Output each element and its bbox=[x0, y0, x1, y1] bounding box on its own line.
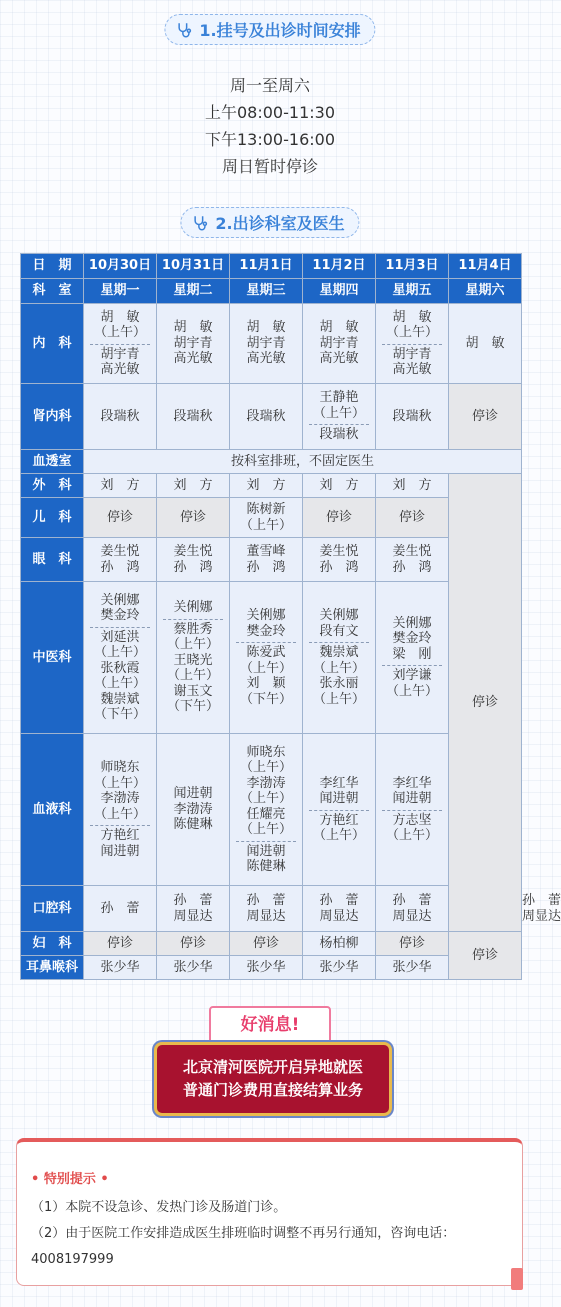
doctor-name: 魏崇斌 bbox=[100, 691, 140, 707]
date-cell: 11月2日 bbox=[303, 254, 376, 279]
dept-kouqiangke: 口腔科 bbox=[21, 886, 84, 932]
schedule-cell bbox=[376, 582, 449, 734]
schedule-cell bbox=[449, 304, 522, 384]
schedule-cell bbox=[449, 384, 522, 450]
schedule-cell: 停诊 bbox=[230, 932, 303, 956]
date-cell: 11月1日 bbox=[230, 254, 303, 279]
doctor-name: （上午） bbox=[239, 660, 292, 676]
doctor-name: 任耀亮 bbox=[246, 806, 286, 822]
row-erbihouke bbox=[21, 956, 522, 980]
doctor-name: 胡 敏 bbox=[246, 320, 286, 336]
schedule-cell bbox=[84, 498, 157, 538]
doctor-name: （上午） bbox=[166, 637, 219, 653]
schedule-cell bbox=[230, 582, 303, 734]
schedule-cell bbox=[157, 734, 230, 886]
schedule-cell bbox=[84, 304, 157, 384]
doctor-name: 关俐娜 bbox=[100, 592, 140, 608]
doctor-name: 孙 蕾 bbox=[392, 893, 432, 908]
cell-bottom-group bbox=[309, 642, 369, 707]
doctor-name: 刘 颖 bbox=[246, 676, 286, 691]
cell-top-group bbox=[230, 745, 302, 838]
doctor-name: 樊金玲 bbox=[246, 623, 286, 639]
doctor-name: （上午） bbox=[239, 791, 292, 806]
doctor-name: 段瑞秋 bbox=[392, 408, 432, 424]
doctor-name: （下午） bbox=[239, 691, 292, 707]
section-title-text: 1.挂号及出诊时间安排 bbox=[199, 21, 361, 40]
row-zhongyike bbox=[21, 582, 522, 734]
schedule-cell: 停诊 bbox=[157, 932, 230, 956]
doctor-name: 闻进朝 bbox=[100, 843, 140, 859]
row-yanke bbox=[21, 538, 522, 582]
notice-item: （1）本院不设急诊、发热门诊及肠道门诊。 bbox=[31, 1200, 287, 1215]
cell-top-group bbox=[303, 608, 375, 639]
weekday-cell: 星期五 bbox=[376, 279, 449, 304]
doctor-name: 孙 蕾 bbox=[173, 893, 213, 908]
doctor-name: 胡 敏 bbox=[173, 320, 213, 336]
doctor-name: 孙 蕾 bbox=[100, 900, 140, 916]
cell-bottom-group bbox=[382, 665, 442, 699]
doctor-name: 孙 鸿 bbox=[173, 559, 213, 575]
schedule-cell: 刘 方 bbox=[230, 474, 303, 498]
date-cell: 10月31日 bbox=[157, 254, 230, 279]
cell-top-group bbox=[84, 760, 156, 822]
hours-line: 上午08:00-11:30 bbox=[205, 103, 335, 122]
row-xueyeke bbox=[21, 734, 522, 886]
schedule-cell bbox=[157, 498, 230, 538]
schedule-cell-merged: 按科室排班，不固定医生 bbox=[84, 450, 522, 474]
doctor-name: 方艳红 bbox=[100, 828, 140, 843]
doctor-name: 师晓东 bbox=[100, 760, 140, 775]
weekday-cell: 星期二 bbox=[157, 279, 230, 304]
row-neike bbox=[21, 304, 522, 384]
schedule-cell: 杨柏柳 bbox=[303, 932, 376, 956]
doctor-name: 姜生悦 bbox=[173, 544, 213, 559]
schedule-cell: 刘 方 bbox=[303, 474, 376, 498]
doctor-name: 李红华 bbox=[392, 775, 432, 791]
dept-yanke: 眼 科 bbox=[21, 538, 84, 582]
doctor-name: 陈健琳 bbox=[246, 859, 286, 874]
schedule-cell bbox=[303, 304, 376, 384]
dept-erbihouke: 耳鼻喉科 bbox=[21, 956, 84, 980]
doctor-name: 孙 鸿 bbox=[246, 559, 286, 575]
cell-bottom-group bbox=[309, 810, 369, 844]
doctor-name: （上午） bbox=[385, 683, 438, 699]
cell-bottom-group bbox=[382, 810, 442, 844]
doctor-name: 樊金玲 bbox=[100, 608, 140, 623]
doctor-name: 董雪峰 bbox=[246, 544, 286, 559]
doctor-name: （上午） bbox=[312, 828, 365, 843]
doctor-name: 停诊 bbox=[471, 408, 498, 424]
section-title-departments bbox=[180, 207, 359, 238]
cell-top-group bbox=[230, 608, 302, 639]
row-kouqiangke: 口腔科 孙 蕾 孙 蕾 周显达 孙 蕾 周显达 孙 蕾 周显达 孙 蕾 周显达 孙 蕾 周显达 bbox=[21, 886, 522, 932]
cell-top-group bbox=[157, 600, 229, 616]
schedule-cell: 张少华 bbox=[376, 956, 449, 980]
date-cell: 10月30日 bbox=[84, 254, 157, 279]
dept-shenneike: 肾内科 bbox=[21, 384, 84, 450]
doctor-name: 周显达 bbox=[173, 908, 213, 924]
schedule-cell: 张少华 bbox=[84, 956, 157, 980]
doctor-name: 高光敏 bbox=[100, 362, 140, 377]
doctor-name: 胡 敏 bbox=[392, 309, 432, 325]
doctor-name: （上午） bbox=[385, 325, 438, 340]
stethoscope-icon bbox=[191, 214, 209, 232]
doctor-name: 谢玉文 bbox=[173, 683, 213, 699]
doctor-name: 关俐娜 bbox=[246, 608, 286, 623]
doctor-name: （上午） bbox=[312, 691, 365, 707]
schedule-cell bbox=[303, 384, 376, 450]
doctor-name: （上午） bbox=[93, 325, 146, 340]
schedule-cell: 张少华 bbox=[230, 956, 303, 980]
doctor-name: 闻进朝 bbox=[246, 843, 286, 859]
doctor-name: 孙 蕾 bbox=[246, 893, 286, 908]
doctor-name: （上午） bbox=[93, 806, 146, 822]
schedule-cell bbox=[230, 886, 303, 932]
doctor-name: 魏崇斌 bbox=[319, 645, 359, 660]
doctor-name: 刘延洪 bbox=[100, 629, 140, 645]
doctor-name: 胡宇青 bbox=[100, 346, 140, 362]
news-banner[interactable] bbox=[154, 1042, 392, 1116]
news-line-1: 北京清河医院开启异地就医 bbox=[182, 1058, 363, 1076]
cell-top-group bbox=[376, 776, 448, 807]
schedule-cell bbox=[230, 498, 303, 538]
doctor-name: 张永丽 bbox=[319, 676, 359, 691]
doctor-name: 姜生悦 bbox=[392, 544, 432, 559]
cell-bottom-group bbox=[90, 825, 150, 859]
doctor-name: 闻进朝 bbox=[392, 791, 432, 806]
hours-line: 周一至周六 bbox=[229, 76, 310, 95]
doctor-name: 孙 鸿 bbox=[100, 559, 140, 575]
doctor-name: （下午） bbox=[93, 707, 146, 722]
schedule-cell: 张少华 bbox=[157, 956, 230, 980]
schedule-cell bbox=[84, 538, 157, 582]
doctor-name: 段瑞秋 bbox=[246, 408, 286, 424]
dept-xueyeke: 血液科 bbox=[21, 734, 84, 886]
schedule-cell bbox=[303, 886, 376, 932]
good-news-tag: 好消息! bbox=[209, 1006, 331, 1044]
doctor-name: 孙 鸿 bbox=[392, 559, 432, 575]
doctor-name: （上午） bbox=[239, 760, 292, 775]
cell-top-group bbox=[303, 776, 375, 807]
schedule-cell bbox=[157, 582, 230, 734]
schedule-cell bbox=[84, 886, 157, 932]
doctor-name: 梁 刚 bbox=[392, 646, 432, 662]
cell-bottom-group bbox=[90, 344, 150, 378]
weekday-cell: 星期六 bbox=[449, 279, 522, 304]
schedule-cell bbox=[157, 538, 230, 582]
doctor-name: 闻进朝 bbox=[173, 786, 213, 802]
hours-line: 下午13:00-16:00 bbox=[205, 130, 335, 149]
schedule-cell bbox=[376, 498, 449, 538]
schedule-cell bbox=[157, 304, 230, 384]
doctor-name: 胡 敏 bbox=[465, 335, 505, 351]
doctor-name: 李渤涛 bbox=[173, 801, 213, 817]
doctor-name: 孙 鸿 bbox=[319, 559, 359, 575]
doctor-name: （上午） bbox=[239, 822, 292, 837]
dept-label: 科 室 bbox=[21, 279, 84, 304]
schedule-table bbox=[20, 253, 561, 980]
doctor-name: 高光敏 bbox=[173, 351, 213, 367]
schedule-cell bbox=[230, 734, 303, 886]
doctor-name: 高光敏 bbox=[246, 351, 286, 367]
saturday-merged-cell: 停诊 bbox=[449, 474, 522, 932]
dept-xuetoushi: 血透室 bbox=[21, 450, 84, 474]
doctor-name: 胡宇青 bbox=[246, 335, 286, 351]
schedule-cell bbox=[230, 384, 303, 450]
dept-waike: 外 科 bbox=[21, 474, 84, 498]
doctor-name: （上午） bbox=[385, 828, 438, 843]
dept-neike: 内 科 bbox=[21, 304, 84, 384]
doctor-name: 胡 敏 bbox=[100, 309, 140, 325]
doctor-name: 方志坚 bbox=[392, 812, 432, 828]
doctor-name: 陈健琳 bbox=[173, 817, 213, 833]
hours-line: 周日暂时停诊 bbox=[221, 157, 318, 176]
doctor-name: 师晓东 bbox=[246, 744, 286, 760]
doctor-name: 刘学谦 bbox=[392, 668, 432, 684]
doctor-name: 停诊 bbox=[179, 509, 206, 525]
cell-bottom-group bbox=[236, 642, 296, 707]
doctor-name: 关俐娜 bbox=[173, 600, 213, 616]
doctor-name: 闻进朝 bbox=[319, 791, 359, 806]
schedule-cell bbox=[84, 734, 157, 886]
doctor-name: 关俐娜 bbox=[319, 608, 359, 623]
doctor-name: 周显达 bbox=[319, 908, 359, 924]
schedule-cell bbox=[376, 886, 449, 932]
schedule-cell: 停诊 bbox=[376, 932, 449, 956]
weekday-cell: 星期四 bbox=[303, 279, 376, 304]
dept-fuke: 妇 科 bbox=[21, 932, 84, 956]
doctor-name: 陈树新 bbox=[246, 502, 286, 517]
doctor-name: 高光敏 bbox=[392, 362, 432, 377]
notice-title: • 特别提示 • bbox=[31, 1172, 109, 1187]
doctor-name: （上午） bbox=[239, 517, 292, 533]
special-notice-box bbox=[16, 1138, 523, 1286]
schedule-cell-merged: 停诊 bbox=[449, 932, 522, 980]
weekday-row bbox=[21, 279, 522, 304]
doctor-name: 段有文 bbox=[319, 623, 359, 639]
doctor-name: （上午） bbox=[166, 668, 219, 684]
doctor-name: （上午） bbox=[93, 676, 146, 691]
doctor-name: 关俐娜 bbox=[392, 615, 432, 631]
doctor-name: 周显达 bbox=[246, 908, 286, 924]
doctor-name: 樊金玲 bbox=[392, 631, 432, 647]
weekday-cell: 星期一 bbox=[84, 279, 157, 304]
schedule-cell bbox=[376, 304, 449, 384]
schedule-cell bbox=[303, 498, 376, 538]
row-shenneike bbox=[21, 384, 522, 450]
schedule-cell bbox=[84, 384, 157, 450]
cell-top-group bbox=[376, 616, 448, 663]
doctor-name: 蔡胜秀 bbox=[173, 621, 213, 637]
doctor-name: 胡宇青 bbox=[173, 335, 213, 351]
doctor-name: 张秋霞 bbox=[100, 660, 140, 676]
schedule-cell bbox=[303, 538, 376, 582]
doctor-name: （上午） bbox=[93, 775, 146, 791]
doctor-name: 李红华 bbox=[319, 775, 359, 791]
row-fuke bbox=[21, 932, 522, 956]
doctor-name: 停诊 bbox=[325, 509, 352, 525]
date-cell: 11月4日 bbox=[449, 254, 522, 279]
schedule-cell bbox=[157, 384, 230, 450]
schedule-cell bbox=[230, 538, 303, 582]
doctor-name: 高光敏 bbox=[319, 351, 359, 367]
stethoscope-icon bbox=[175, 21, 193, 39]
section-title-text: 2.出诊科室及医生 bbox=[215, 214, 345, 233]
schedule-cell bbox=[376, 538, 449, 582]
notice-item: （2）由于医院工作安排造成医生排班临时调整不再另行通知，咨询电话：4008197999 bbox=[31, 1226, 456, 1267]
schedule-cell bbox=[157, 886, 230, 932]
doctor-name: 停诊 bbox=[106, 509, 133, 525]
doctor-name: 姜生悦 bbox=[100, 544, 140, 559]
cell-bottom-group bbox=[163, 619, 223, 715]
doctor-name: 胡宇青 bbox=[319, 335, 359, 351]
doctor-name: 段瑞秋 bbox=[173, 408, 213, 424]
date-cell: 11月3日 bbox=[376, 254, 449, 279]
schedule-cell bbox=[84, 582, 157, 734]
schedule-cell: 停诊 bbox=[84, 932, 157, 956]
cell-bottom-group bbox=[382, 344, 442, 378]
schedule-cell: 张少华 bbox=[303, 956, 376, 980]
schedule-cell bbox=[303, 582, 376, 734]
row-waike bbox=[21, 474, 522, 498]
doctor-name: 李渤涛 bbox=[246, 775, 286, 791]
doctor-name: 段瑞秋 bbox=[319, 427, 359, 443]
doctor-name: （下午） bbox=[166, 699, 219, 715]
cell-bottom-group bbox=[90, 627, 150, 723]
hours-block bbox=[0, 72, 540, 180]
bookmark-icon bbox=[511, 1268, 523, 1290]
schedule-cell: 刘 方 bbox=[157, 474, 230, 498]
cell-bottom-group bbox=[309, 424, 369, 443]
doctor-name: 周显达 bbox=[392, 908, 432, 924]
doctor-name: （上午） bbox=[93, 645, 146, 660]
schedule-cell: 刘 方 bbox=[84, 474, 157, 498]
cell-bottom-group bbox=[236, 841, 296, 875]
doctor-name: 王晓光 bbox=[173, 652, 213, 668]
dept-zhongyike: 中医科 bbox=[21, 582, 84, 734]
date-row bbox=[21, 254, 522, 279]
dept-erke: 儿 科 bbox=[21, 498, 84, 538]
doctor-name: 姜生悦 bbox=[319, 544, 359, 559]
cell-top-group bbox=[303, 390, 375, 421]
date-label: 日 期 bbox=[21, 254, 84, 279]
doctor-name: （上午） bbox=[312, 405, 365, 421]
doctor-name: 李渤涛 bbox=[100, 791, 140, 806]
cell-top-group bbox=[376, 310, 448, 341]
doctor-name: 方艳红 bbox=[319, 812, 359, 828]
doctor-name: 王静艳 bbox=[319, 390, 359, 406]
cell-top-group bbox=[84, 593, 156, 624]
news-line-2: 普通门诊费用直接结算业务 bbox=[182, 1081, 363, 1099]
row-erke bbox=[21, 498, 522, 538]
section-title-hours bbox=[164, 14, 375, 45]
doctor-name: 孙 蕾 bbox=[319, 893, 359, 908]
row-xuetoushi bbox=[21, 450, 522, 474]
weekday-cell: 星期三 bbox=[230, 279, 303, 304]
doctor-name: 陈爱武 bbox=[246, 645, 286, 660]
doctor-name: 胡 敏 bbox=[319, 320, 359, 336]
schedule-cell bbox=[376, 734, 449, 886]
schedule-cell bbox=[376, 384, 449, 450]
doctor-name: 胡宇青 bbox=[392, 346, 432, 362]
schedule-cell bbox=[230, 304, 303, 384]
doctor-name: （上午） bbox=[312, 660, 365, 676]
schedule-cell: 刘 方 bbox=[376, 474, 449, 498]
doctor-name: 段瑞秋 bbox=[100, 408, 140, 424]
cell-top-group bbox=[84, 310, 156, 341]
doctor-name: 停诊 bbox=[398, 509, 425, 525]
schedule-cell bbox=[303, 734, 376, 886]
